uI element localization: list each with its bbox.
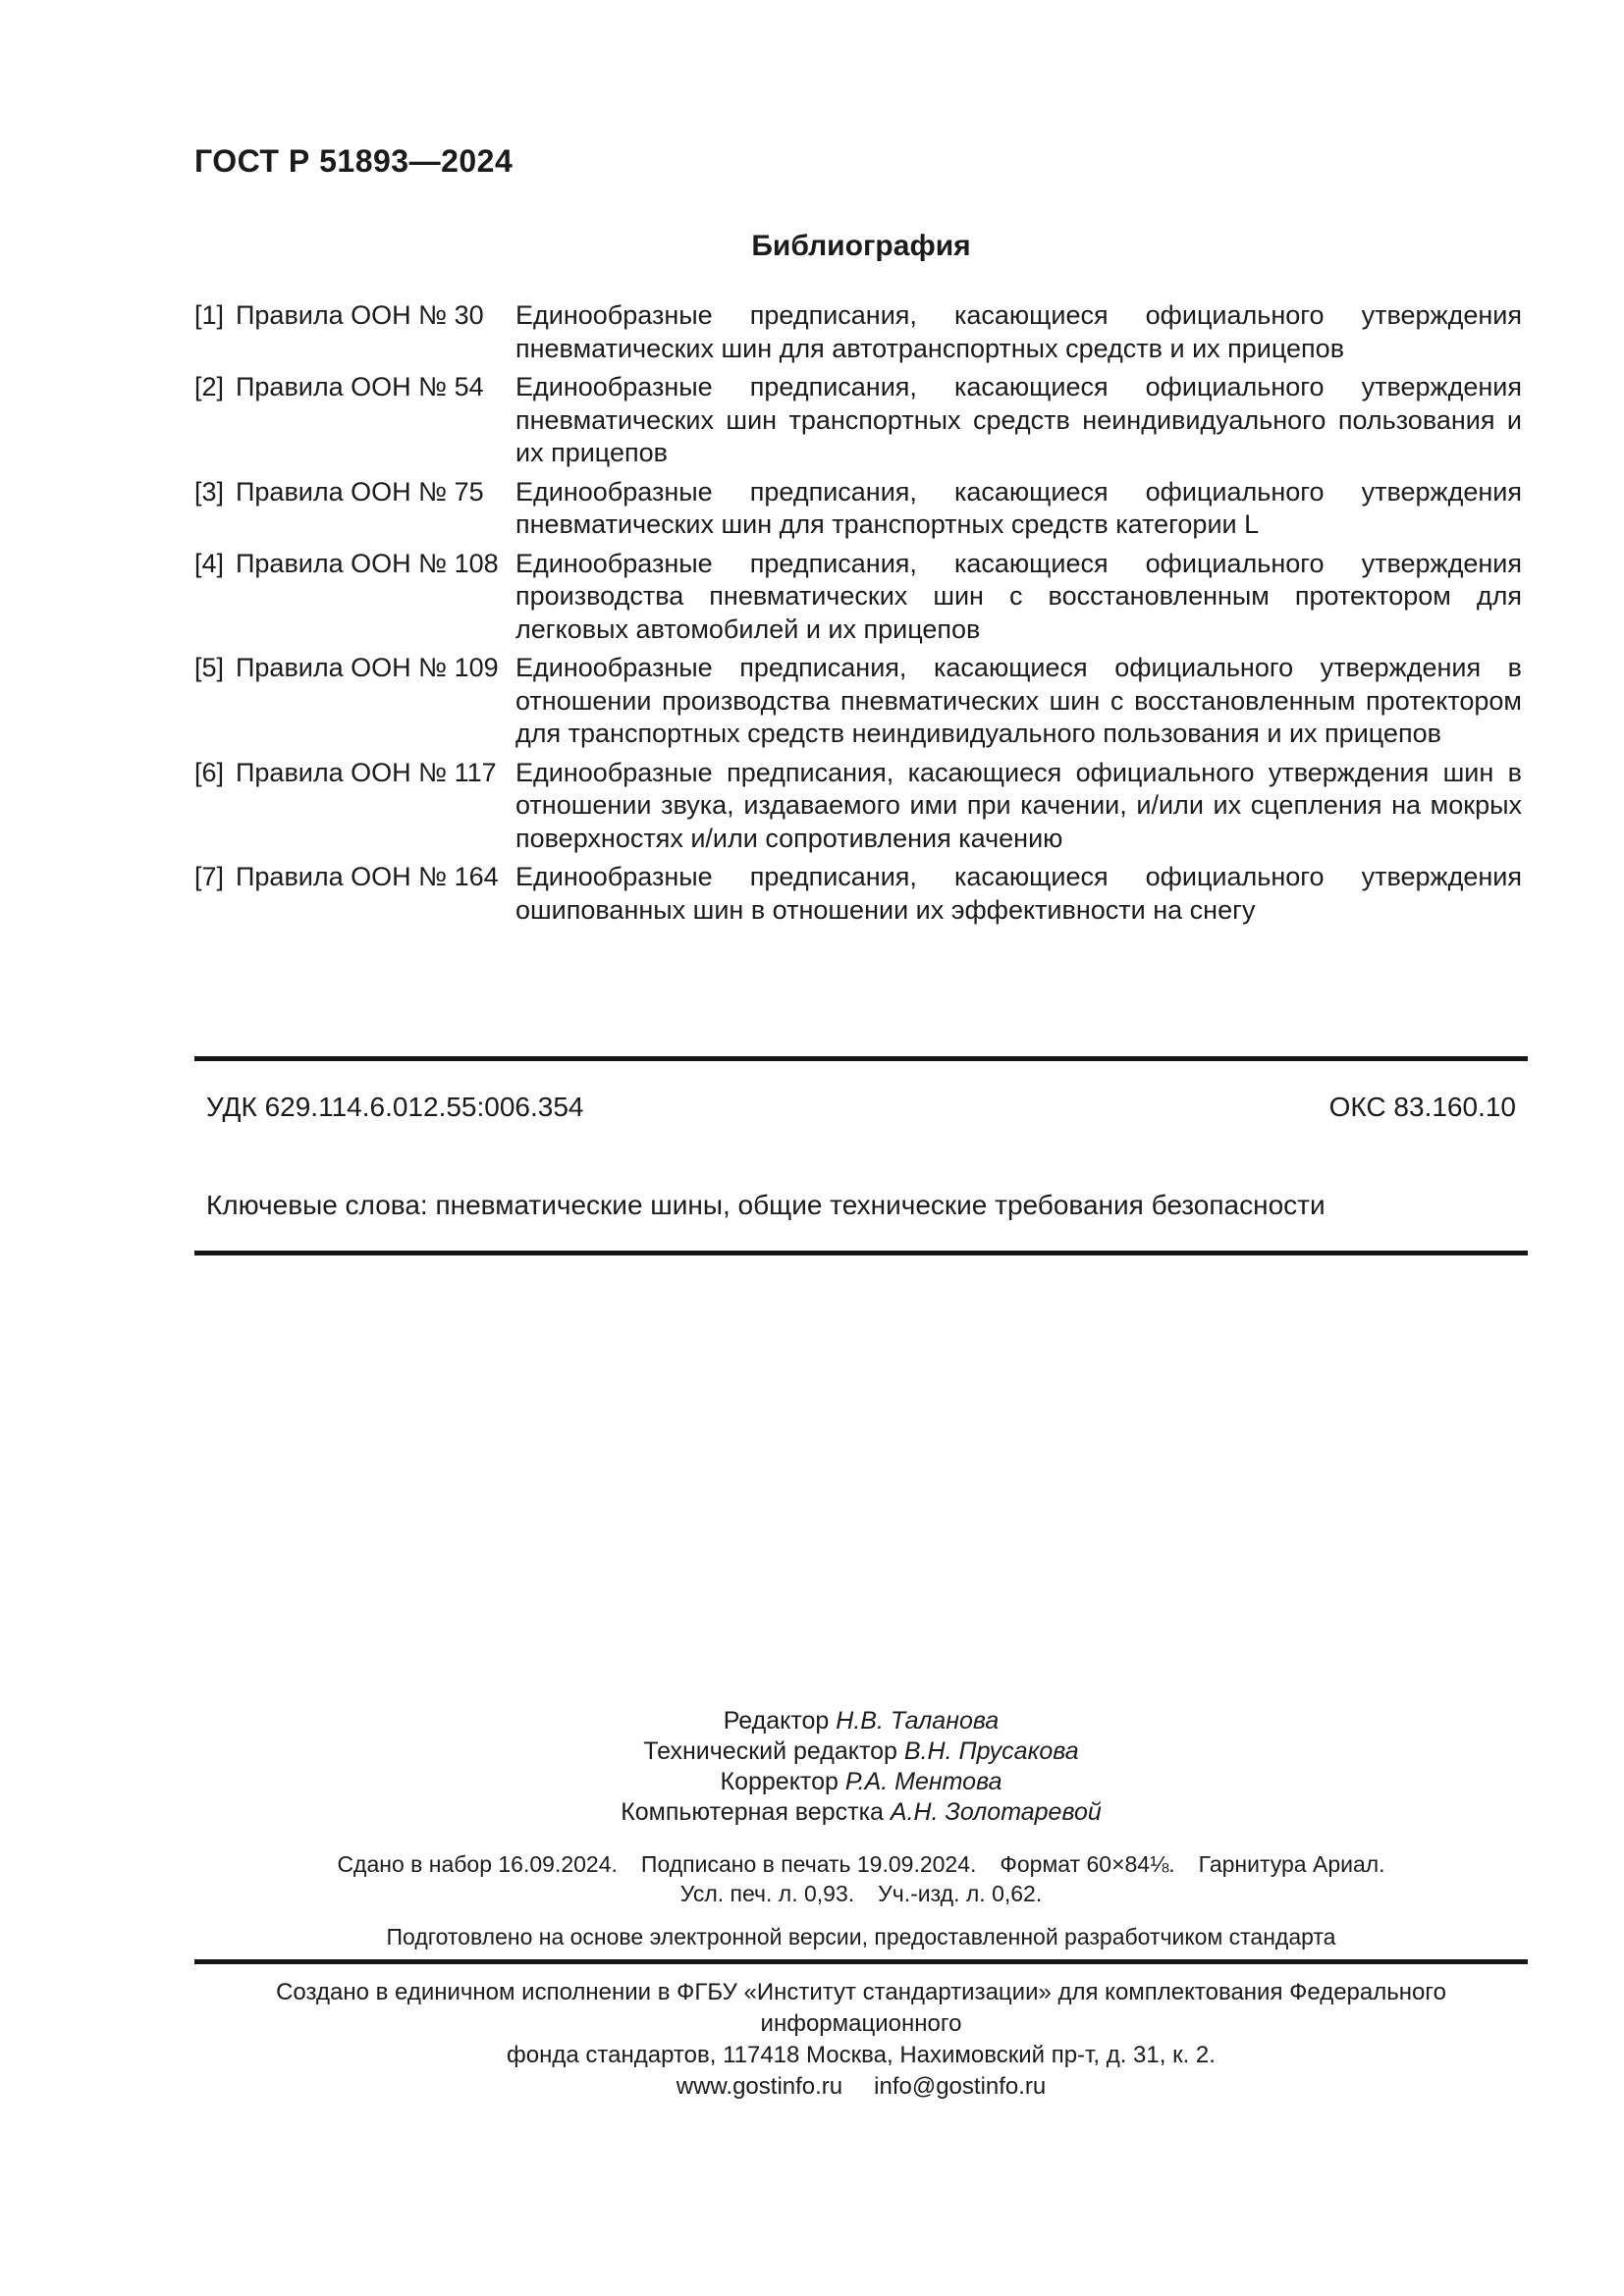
staff-role: Технический редактор	[643, 1737, 897, 1765]
entry-description: Единообразные предписания, касающиеся официального утверждения шин в отношении звука, издаваемого ими при качении, и/или их сцепления на мокрых поверхностях и/или сопротивления качению	[515, 757, 1522, 853]
horizontal-rule-footer	[194, 1959, 1528, 1964]
issued-note	[194, 1977, 1528, 2103]
bibliography-entry	[194, 861, 1522, 927]
entry-ref-number: [3]	[194, 476, 225, 507]
entry-label	[194, 757, 515, 856]
entry-label	[194, 299, 515, 365]
horizontal-rule-top	[194, 1056, 1528, 1061]
entry-description: Единообразные предписания, касающиеся официального утверждения пневматических шин для транспортных средств категории L	[515, 476, 1522, 539]
print-info-format: Формат 60×84⅛.	[1000, 1851, 1175, 1877]
email-text: info@gostinfo.ru	[874, 2073, 1047, 2100]
staff-name: А.Н. Золотаревой	[890, 1798, 1102, 1826]
staff-line	[194, 1736, 1528, 1767]
standard-number-header: ГОСТ Р 51893—2024	[194, 143, 514, 179]
staff-name: В.Н. Прусакова	[903, 1737, 1079, 1765]
staff-name: Н.В. Таланова	[836, 1707, 1000, 1735]
entry-label	[194, 548, 515, 647]
entry-regulation: Правила ООН № 75	[236, 476, 484, 507]
entry-label	[194, 652, 515, 751]
bibliography-entry	[194, 299, 1522, 365]
staff-role: Компьютерная верстка	[621, 1798, 884, 1826]
entry-description: Единообразные предписания, касающиеся официального утверждения производства пневматических шин с восстановленным протектором для легковых автомобилей и их прицепов	[515, 548, 1522, 644]
staff-line	[194, 1706, 1528, 1736]
entry-regulation: Правила ООН № 30	[236, 300, 484, 330]
oks-code: ОКС 83.160.10	[1328, 1092, 1516, 1122]
entry-label	[194, 476, 515, 542]
entry-description: Единообразные предписания, касающиеся официального утверждения в отношении производства пневматических шин с восстановленным протектором для транспортных средств неиндивидуального пользования и их прицепов	[515, 653, 1522, 748]
print-info-typeface: Гарнитура Ариал.	[1198, 1851, 1385, 1877]
entry-ref-number: [2]	[194, 372, 225, 401]
contacts-line	[194, 2071, 1528, 2103]
staff-role: Корректор	[720, 1768, 839, 1795]
print-info-pub-sheets: Уч.-изд. л. 0,62.	[878, 1881, 1043, 1906]
entry-label	[194, 861, 515, 927]
print-info-set-date: Сдано в набор 16.09.2024.	[337, 1851, 618, 1877]
issued-note-line-1: Создано в единичном исполнении в ФГБУ «Институт стандартизации» для комплектования Федерального информационного	[276, 1979, 1446, 2037]
entry-regulation: Правила ООН № 54	[236, 372, 484, 401]
entry-ref-number: [4]	[194, 548, 225, 578]
staff-name: Р.А. Ментова	[844, 1768, 1002, 1795]
prepared-note: Подготовлено на основе электронной версии, предоставленной разработчиком стандарта	[386, 1924, 1336, 1949]
entry-ref-number: [7]	[194, 862, 225, 891]
bibliography-entry	[194, 757, 1522, 856]
entry-regulation: Правила ООН № 109	[236, 653, 499, 682]
section-title: Библиография	[751, 230, 971, 262]
print-info	[194, 1849, 1528, 1908]
entry-description: Единообразные предписания, касающиеся официального утверждения пневматических шин для автотранспортных средств и их прицепов	[515, 300, 1522, 363]
print-info-press-sheets: Усл. печ. л. 0,93.	[679, 1881, 855, 1906]
bibliography-entry	[194, 371, 1522, 470]
horizontal-rule-keywords	[194, 1251, 1528, 1255]
print-info-line-2	[194, 1879, 1528, 1908]
print-info-line-1	[194, 1849, 1528, 1879]
codes-row	[194, 1092, 1528, 1123]
print-info-sign-date: Подписано в печать 19.09.2024.	[640, 1851, 977, 1877]
website-text: www.gostinfo.ru	[676, 2073, 843, 2100]
entry-ref-number: [1]	[194, 300, 225, 330]
entry-description: Единообразные предписания, касающиеся официального утверждения пневматических шин транспортных средств неиндивидуального пользования и их прицепов	[515, 372, 1522, 467]
keywords-line: Ключевые слова: пневматические шины, общие технические требования безопасности	[206, 1190, 1326, 1220]
entry-regulation: Правила ООН № 117	[236, 757, 497, 787]
colophon-staff	[194, 1706, 1528, 1828]
staff-role: Редактор	[723, 1707, 830, 1735]
staff-line	[194, 1797, 1528, 1828]
issued-note-line-2: фонда стандартов, 117418 Москва, Нахимовский пр-т, д. 31, к. 2.	[507, 2042, 1216, 2068]
bibliography-entry	[194, 652, 1522, 751]
staff-line	[194, 1767, 1528, 1797]
entry-regulation: Правила ООН № 108	[236, 548, 499, 578]
entry-description: Единообразные предписания, касающиеся официального утверждения ошипованных шин в отношении их эффективности на снегу	[515, 862, 1522, 925]
entry-label	[194, 371, 515, 470]
udk-code: УДК 629.114.6.012.55:006.354	[206, 1092, 584, 1122]
entry-ref-number: [5]	[194, 653, 225, 682]
bibliography-list	[194, 299, 1522, 933]
bibliography-entry	[194, 548, 1522, 647]
entry-regulation: Правила ООН № 164	[236, 862, 499, 891]
bibliography-entry	[194, 476, 1522, 542]
entry-ref-number: [6]	[194, 757, 225, 787]
